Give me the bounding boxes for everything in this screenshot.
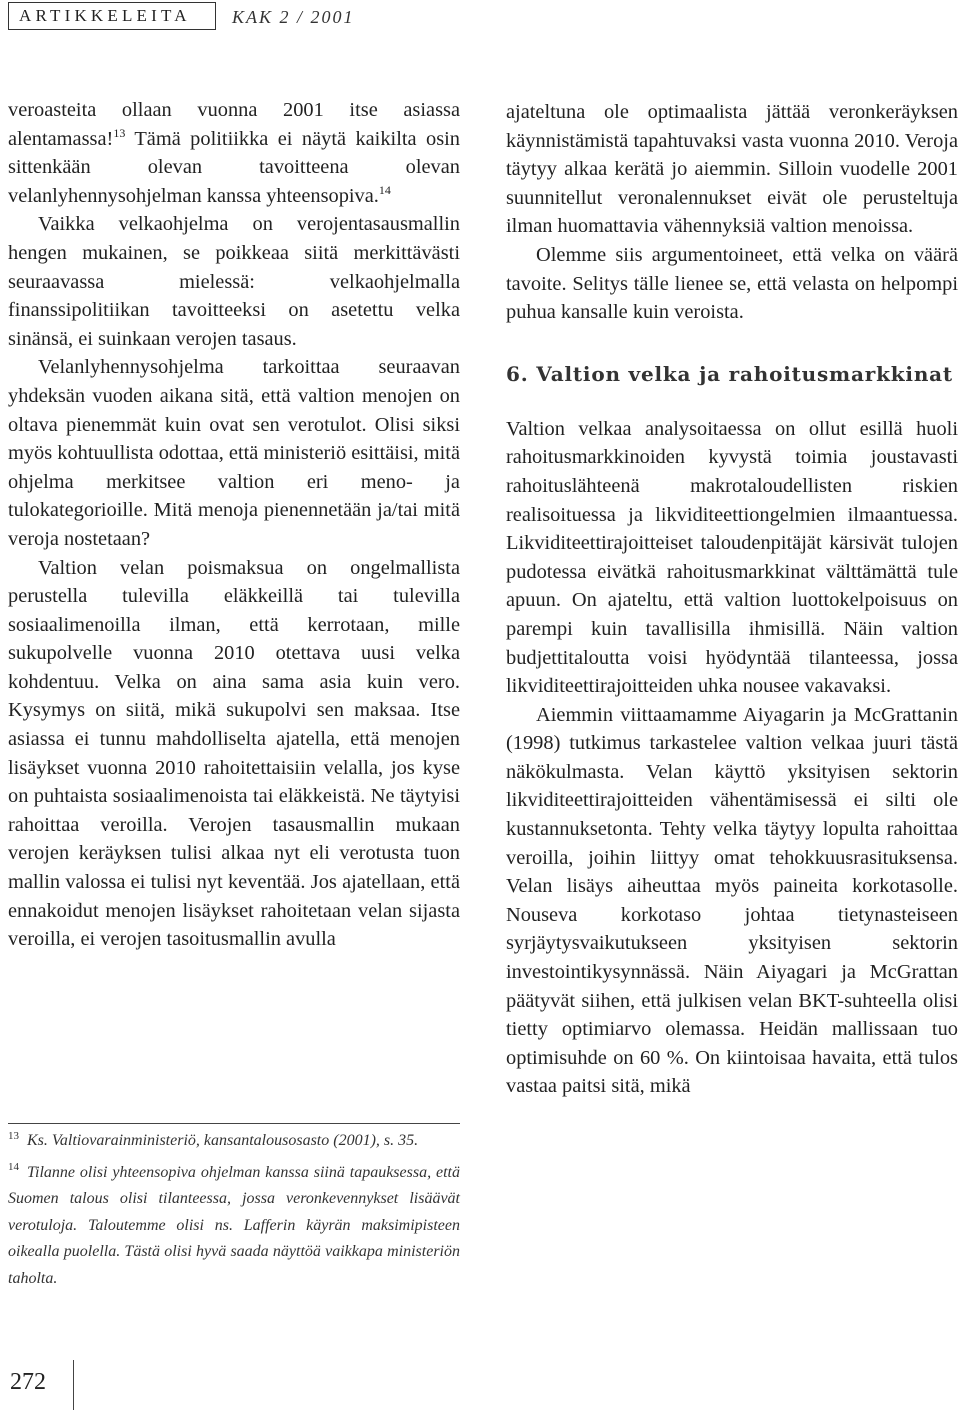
paragraph-6: Olemme siis argumentoineet, että velka on väärä tavoite. Selitys tälle lienee se, että velasta on helpompi puhua kansalle kuin veroista. xyxy=(506,243,958,324)
footnote-ref-13[interactable]: 13 xyxy=(113,125,126,140)
paragraph-1-text-b: Tämä politiikka ei näytä kaikilta osin sittenkään olevan tavoitteena olevan velanlyhennysohjelman kanssa yhteensopiva. xyxy=(8,127,460,207)
paragraph-7: Valtion velkaa analysoitaessa on ollut esillä huoli rahoitusmarkkinoiden kyvystä toimia joustavasti rahoituslähteenä makrotaloudellisten riskien realisoituessa ja likviditeettiongelmien ilmaantuessa. Likviditeettirajoitteiset taloudenpitäjät kärsivät tulojen pudotessa eivätkä rahoitusmarkkinat välttämättä tule apuun. On ajateltu, että valtion luottokelpoisuus on parempi kuin tavallisilla ihmisillä. Näin valtion budjettitaloutta voisi hyödyntää tilanteessa, jossa likviditeettirajoitteiden uhka nousee vakavaksi. xyxy=(506,417,958,698)
paragraph-5: ajateltuna ole optimaalista jättää veronkeräyksen käynnistämistä tapahtuvaksi vasta vuonna 2010. Veroja täytyy alkaa kerätä jo aiemmin. Silloin vuodelle 2001 suunnitellut veronalennukset eivät ole perusteltuja ilman huomattavia vähennyksiä valtion menoissa. xyxy=(506,101,958,238)
footnote-number: 14 xyxy=(8,1161,19,1174)
footnote-divider xyxy=(8,1123,460,1124)
footnote-number: 13 xyxy=(8,1129,19,1142)
footnote-text: Ks. Valtiovarainministeriö, kansantalousosasto (2001), s. 35. xyxy=(27,1132,419,1149)
running-header xyxy=(0,0,960,34)
paragraph-1 xyxy=(8,96,460,210)
paragraph-8: Aiemmin viittaamamme Aiyagarin ja McGrattanin (1998) tutkimus tarkastelee valtion velkaa juuri tästä näkökulmasta. Velan käyttö yksityisen sektorin likviditeettirajoitteiden vähentämisessä ei silti ole kustannuksetonta. Tehty velka täytyy lopulta rahoittaa veroilla, joihin liittyy omat tehokkuusrasituksensa. Velan lisäys aiheuttaa myös paineita korkotasolle. Nouseva korkotaso johtaa tietynasteiseen syrjäytysvaikutukseen yksityisen sektorin investointikysynnässä. Näin Aiyagari ja McGrattan päätyvät siihen, että julkisen velan BKT-suhteella olisi tietty optimiarvo olemassa. Heidän mallissaan tuo optimisuhde on 60 %. On kiintoisaa havaita, että tulos vastaa paitsi sitä, mikä xyxy=(506,703,958,1098)
paragraph-1-text-a: veroasteita ollaan vuonna 2001 itse asiassa alentamassa! xyxy=(8,99,460,150)
section-heading: 6. Valtion velka ja rahoitusmarkkinat xyxy=(506,361,953,386)
footnote-13 xyxy=(8,1128,460,1155)
paragraph-4: Valtion velan poismaksua on ongelmallista perustella tulevilla eläkkeillä tai tulevilla sosiaalimenoilla ilman, että kerrotaan, mille sukupolvelle vuonna 2010 otettava uusi velka kohdentuu. Velka on aina sama asia kuin vero. Kysymys on siitä, mikä sukupolvi sen maksaa. Itse asiassa ei tunnu mahdolliselta ajatella, että menojen lisäykset vuonna 2010 rahoitettaisiin velalla, jos kyse on puhtaista sosiaalimenoista tai eläkkeistä. Ne täytyisi rahoittaa veroilla. Verojen tasausmallin mukaan verojen keräyksen tulisi alkaa nyt eli verotusta tuon mallin valossa ei tulisi nyt keventää. Jos ajatellaan, että ennakoidut menojen lisäykset rahoitetaan velan sijasta veroilla, ei verojen tasoitusmallin avulla xyxy=(8,556,460,951)
paragraph-2: Vaikka velkaohjelma on verojentasausmallin hengen mukainen, se poikkeaa siitä merkittävästi seuraavassa mielessä: velkaohjelmalla finanssipolitiikan tavoitteeksi on asetettu velka sinänsä, ei suinkaan verojen tasaus. xyxy=(8,213,460,350)
footnotes xyxy=(8,1128,460,1297)
footnote-14 xyxy=(8,1160,460,1293)
paragraph-3: Velanlyhennysohjelma tarkoittaa seuraavan yhdeksän vuoden aikana sitä, että valtion menojen on oltava pienemmät kuin ovat sen verotulot. Olisi siksi myös kohtuullista odottaa, että ministeriö esittäisi, mitä ohjelma merkitsee valtion eri meno- ja tulokategorioille. Mitä menoja pienennetään ja/tai mitä veroja nostetaan? xyxy=(8,356,460,550)
section-label: ARTIKKELEITA xyxy=(8,2,216,30)
footnote-text: Tilanne olisi yhteensopiva ohjelman kanssa siinä tapauksessa, että Suomen talous olisi tilanteessa, jossa veronkevennykset lisäävät verotuloja. Taloutemme olisi ns. Lafferin käyrän maksimipisteen oikealla puolella. Tästä olisi hyvä saada näyttöä vaikkapa ministeriön taholta. xyxy=(8,1163,460,1287)
issue-label: KAK 2 / 2001 xyxy=(232,7,355,27)
page-number: 272 xyxy=(10,1369,46,1395)
left-column xyxy=(8,96,460,954)
page-number-divider xyxy=(73,1360,74,1410)
right-column xyxy=(506,98,958,1101)
footnote-ref-14[interactable]: 14 xyxy=(378,182,391,197)
